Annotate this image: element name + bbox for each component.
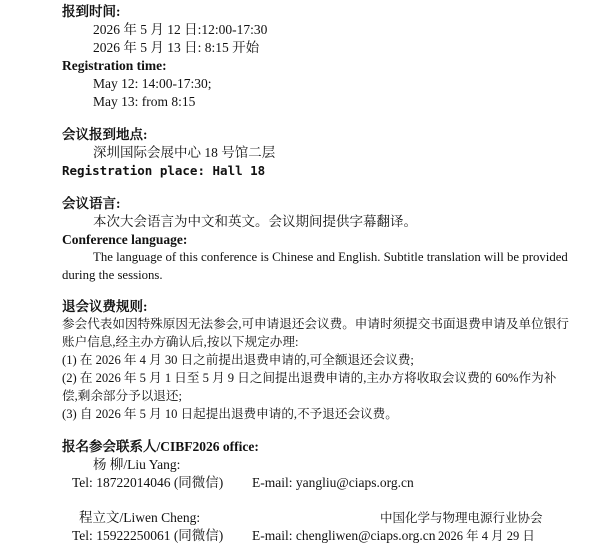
refund-heading: 退会议费规则:: [62, 299, 148, 314]
language-heading-cn: 会议语言:: [62, 196, 121, 211]
contact-email-row: [252, 527, 436, 544]
refund-rule-2-line2: 偿,剩余部分予以退还;: [62, 389, 182, 403]
language-text-cn: 本次大会语言为中文和英文。会议期间提供字幕翻译。: [93, 214, 417, 229]
registration-time-day2-en: May 13: from 8:15: [93, 94, 196, 109]
contact-email-row: [252, 474, 414, 491]
tel-label: Tel:: [72, 528, 93, 543]
contact-name: 杨 柳/Liu Yang:: [93, 457, 181, 472]
contacts-heading: 报名参会联系人/CIBF2026 office:: [62, 439, 259, 454]
tel-number: 18722014046 (同微信): [96, 475, 224, 490]
email-address[interactable]: yangliu@ciaps.org.cn: [295, 475, 414, 490]
footer-date: 2026 年 4 月 29 日: [438, 529, 535, 543]
registration-time-day2-cn: 2026 年 5 月 13 日: 8:15 开始: [93, 40, 260, 55]
tel-number: 15922250061 (同微信): [96, 528, 224, 543]
contact-tel-row: [72, 527, 223, 544]
refund-paragraph-line1: 参会代表如因特殊原因无法参会,可申请退还会议费。申请时须提交书面退费申请及单位银行: [62, 317, 569, 331]
footer-organization: 中国化学与物理电源行业协会: [380, 511, 543, 525]
refund-paragraph-line2: 账户信息,经主办方确认后,按以下规定办理:: [62, 335, 299, 349]
registration-place-cn: 深圳国际会展中心 18 号馆二层: [93, 145, 276, 160]
email-address[interactable]: chengliwen@ciaps.org.cn: [295, 528, 436, 543]
contact-tel-row: [72, 474, 223, 491]
registration-place-heading-en: Registration place: Hall 18: [62, 163, 266, 178]
registration-time-day1-en: May 12: 14:00-17:30;: [93, 76, 212, 91]
registration-time-heading-en: Registration time:: [62, 58, 167, 73]
email-label: E-mail:: [252, 475, 293, 490]
language-text-en-line1: The language of this conference is Chinese and English. Subtitle translation will be provided: [93, 250, 568, 264]
registration-time-heading-cn: 报到时间:: [62, 4, 121, 19]
language-heading-en: Conference language:: [62, 232, 188, 247]
refund-rule-2-line1: (2) 在 2026 年 5 月 1 日至 5 月 9 日之间提出退费申请的,主办方将收取会议费的 60%作为补: [62, 371, 557, 385]
registration-place-heading-cn: 会议报到地点:: [62, 127, 148, 142]
refund-rule-3: (3) 自 2026 年 5 月 10 日起提出退费申请的,不予退还会议费。: [62, 407, 398, 421]
contact-name: 程立文/Liwen Cheng:: [79, 510, 201, 525]
registration-time-day1-cn: 2026 年 5 月 12 日:12:00-17:30: [93, 22, 268, 37]
tel-label: Tel:: [72, 475, 93, 490]
refund-rule-1: (1) 在 2026 年 4 月 30 日之前提出退费申请的,可全额退还会议费;: [62, 353, 414, 367]
language-text-en-line2: during the sessions.: [62, 268, 163, 282]
email-label: E-mail:: [252, 528, 293, 543]
